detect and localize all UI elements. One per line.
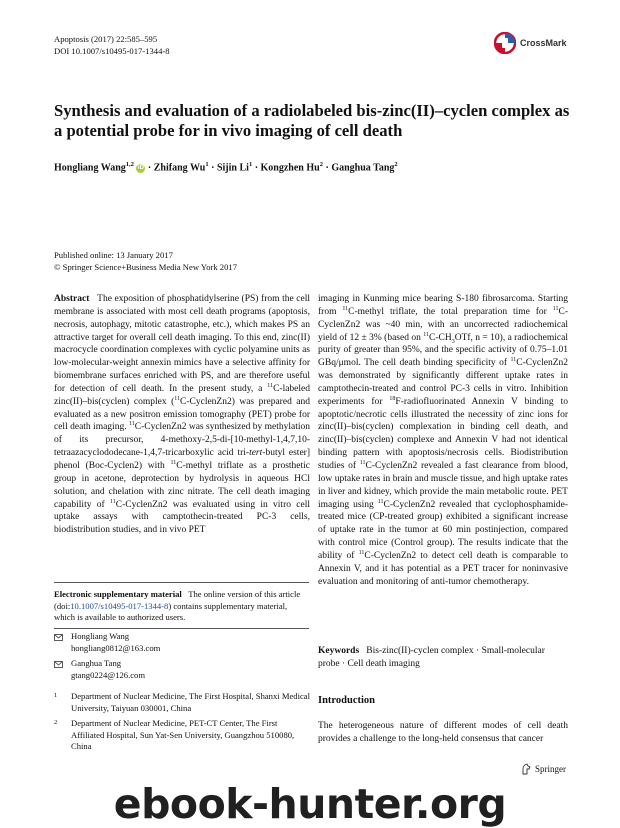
supplementary-doi-link[interactable]: 10.1007/s10495-017-1344-8 xyxy=(70,600,169,611)
journal-citation: Apoptosis (2017) 22:585–595 xyxy=(54,34,158,44)
author-affiliation-marker: 2 xyxy=(319,161,323,168)
keywords-label: Keywords xyxy=(318,646,360,656)
article-title: Synthesis and evaluation of a radiolabeled bis-zinc(II)–cyclen complex as a potential probe for in vivo imaging of cell death xyxy=(54,101,570,140)
author-separator: · xyxy=(322,162,332,174)
supplementary-text-after: ) contains supplementary material, which is available to authorized users. xyxy=(54,600,288,622)
keywords xyxy=(318,645,568,671)
contact-email[interactable]: hongliang0812@163.com xyxy=(71,642,161,653)
divider xyxy=(54,582,309,583)
crossmark-icon xyxy=(494,32,516,54)
crossmark-badge[interactable] xyxy=(494,32,567,54)
journal-doi: DOI 10.1007/s10495-017-1344-8 xyxy=(54,45,170,56)
journal-meta xyxy=(54,34,170,57)
abstract-text-right: imaging in Kunming mice bearing S-180 fibrosarcoma. Starting from $^{11}$C-methyl triflate, the total preparation time for $^{11}$C-CyclenZn2 was ~40 min, with an uncorrected radiochemical yield of 12 ± 3% (based on $^{11}C-CH_3OTf$, n = 10), a radiochemical purity of greater than 95%, and the specific activity of 0.75–1.01 GBq/μmol. The cell death binding specificity of $^{11}$C-CyclenZn2 was demonstrated by significantly different uptake rates in camptothecin-treated and control PC-3 cells in vitro. Inhibition experiments for $^{18}$F-radiofluorinated Annexin V binding to apoptotic/necrotic cells illustrated the necessity of zinc ions for zinc(II)–bis(cyclen) complexation in binding cell death, and zinc(II)–bis(cyclen) complexe and Annexin V had not identical binding pattern with apoptosis/necrosis cells. Biodistribution studies of $^{11}$C-CyclenZn2 revealed a fast clearance from blood, low uptake rates in brain and muscle tissue, and high uptake rates in liver and kidney, which provide the main metabolic route. PET imaging using $^{11}$C-CyclenZn2 revealed that cyclophosphamide-treated mice (CP-treated group) exhibited a significant increase of uptake rate in the tumor at 60 min postinjection, compared with control mice (Control group). The results indicate that the ability of $^{11}$C-CyclenZn2 to detect cell death is comparable to Annexin V, and it has potential as a PET tracer for noninvasive evaluation and monitoring of anti-tumor chemotherapy. xyxy=(318,294,568,587)
affiliation-number: 1 xyxy=(54,692,58,699)
author-name[interactable]: Zhifang Wu xyxy=(153,162,206,174)
contact-entry xyxy=(54,631,310,654)
author-name[interactable]: Sijin Li xyxy=(216,162,249,174)
affiliation xyxy=(54,718,310,753)
publication-info xyxy=(54,250,237,273)
affiliation-text: Department of Nuclear Medicine, PET-CT Center, The First Affiliated Hospital, Sun Yat-Sen University, Guangzhou 510080, China xyxy=(71,718,295,751)
author-separator: · xyxy=(208,162,217,174)
affiliation xyxy=(54,691,310,714)
author-affiliation-marker: 2 xyxy=(394,161,398,168)
publisher-mark xyxy=(520,763,566,775)
springer-horse-icon xyxy=(520,763,532,775)
abstract-left-column xyxy=(54,293,310,537)
publisher-name: Springer xyxy=(535,764,566,774)
affiliation-number: 2 xyxy=(54,719,58,726)
author-affiliation-marker: 1 xyxy=(248,161,253,168)
author-name[interactable]: Kongzhen Hu xyxy=(260,162,320,174)
author-separator: · xyxy=(252,162,261,174)
abstract-right-column xyxy=(318,293,568,588)
copyright: © Springer Science+Business Media New York 2017 xyxy=(54,261,237,272)
published-date: Published online: 13 January 2017 xyxy=(54,250,173,260)
correspondence-block xyxy=(54,631,310,757)
envelope-icon xyxy=(54,631,67,654)
abstract-heading: Abstract xyxy=(54,294,90,304)
crossmark-label: CrossMark xyxy=(520,38,567,48)
contact-email[interactable]: gtang0224@126.com xyxy=(71,669,146,680)
author-affiliation-marker: 1 xyxy=(205,161,209,168)
abstract-text-left: The exposition of phosphatidylserine (PS) from the cell membrane is associated with most cell death programs (apoptosis, necrosis, autophagy, mitotic catastrophe, etc.), which makes PS an attractive target for overall cell death imaging. To this end, zinc(II) macrocycle coordination complexes with cyclic polyamine units as low-molecular-weight annexin mimics have a selective affinity for biomembrane surfaces enriched with PS, and are therefore useful for detection of cell death. In the present study, a $^{11}$C-labeled zinc(II)–bis(cyclen) complex ($^{11}$C-CyclenZn2) was prepared and evaluated as a new positron emission tomography (PET) probe for cell death imaging. $^{11}$C-CyclenZn2 was synthesized by methylation of its precursor, 4-methoxy-2,5-di-[10-methyl-1,4,7,10-tetraazacyclododecane-1,4,7-tricarboxylic acid tri-tert-butyl ester] phenol (Boc-Cyclen2) with $^{11}$C-methyl triflate as a prosthetic group in acetone, deprotection by hydrolysis in aqueous HCl solution, and chelation with zinc nitrate. The cell death imaging capability of $^{11}$C-CyclenZn2 was evaluated using in vitro cell uptake assays with camptothecin-treated PC-3 cells, biodistribution studies, and in vivo PET xyxy=(54,294,310,536)
author-separator: · xyxy=(145,162,154,174)
orcid-icon[interactable]: iD xyxy=(137,165,144,172)
envelope-icon xyxy=(54,658,67,681)
contact-name: Hongliang Wang xyxy=(71,631,130,641)
divider xyxy=(54,628,309,629)
supplementary-label: Electronic supplementary material xyxy=(54,589,182,599)
introduction-text: The heterogeneous nature of different modes of cell death provides a challenge to the long-held consensus that cancer xyxy=(318,721,568,744)
affiliation-text: Department of Nuclear Medicine, The First Hospital, Shanxi Medical University, Taiyuan 030001, China xyxy=(71,691,310,713)
author-name[interactable]: Ganghua Tang xyxy=(331,162,395,174)
author-list xyxy=(54,161,398,173)
author-affiliation-marker: 1,2 xyxy=(125,161,134,168)
keywords-text: Bis-zinc(II)-cyclen complex · Small-molecular probe · Cell death imaging xyxy=(318,646,545,669)
contact-name: Ganghua Tang xyxy=(71,658,122,668)
author-name[interactable]: Hongliang Wang xyxy=(54,162,126,174)
introduction-heading: Introduction xyxy=(318,695,375,706)
supplementary-text: The online version of this article (doi: xyxy=(54,589,301,611)
contact-entry xyxy=(54,658,310,681)
supplementary-note xyxy=(54,589,310,624)
watermark: ebook-hunter.org xyxy=(113,780,507,828)
